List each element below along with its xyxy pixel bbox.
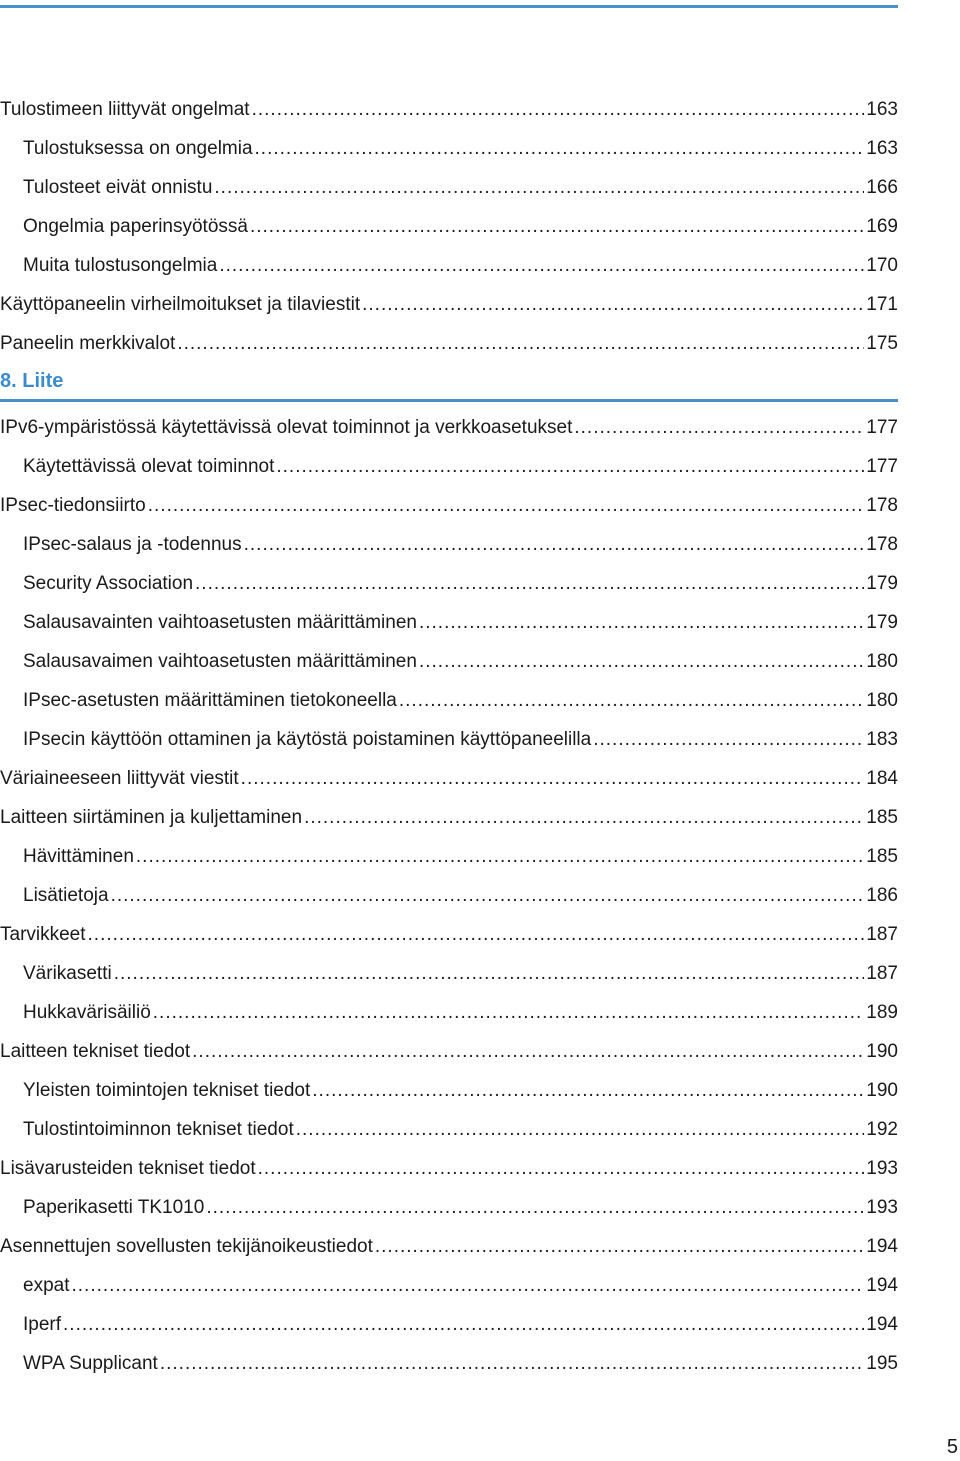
dot-leader <box>296 1110 865 1149</box>
toc-entry[interactable] <box>0 1032 898 1071</box>
dot-leader <box>399 681 864 720</box>
toc-entry[interactable] <box>0 1227 898 1266</box>
toc-entry[interactable] <box>0 954 898 993</box>
toc-entry-page-number: 163 <box>866 138 898 159</box>
toc-entry-page-number: 190 <box>866 1041 898 1062</box>
chapter-rule <box>0 399 898 402</box>
toc-entry-label: Käytettävissä olevat toiminnot <box>23 456 275 477</box>
toc-entry-label: Laitteen siirtäminen ja kuljettaminen <box>0 807 303 828</box>
toc-entry-label: IPsec-salaus ja -todennus <box>23 534 242 555</box>
toc-entry-label: WPA Supplicant <box>23 1353 158 1374</box>
toc-entry[interactable] <box>0 1305 898 1344</box>
toc-entry-page-number: 195 <box>866 1353 898 1374</box>
toc-entry-page-number: 180 <box>866 690 898 711</box>
chapter-heading[interactable]: 8. Liite <box>0 370 64 392</box>
toc-entry-page-number: 194 <box>866 1275 898 1296</box>
toc-entry-page-number: 179 <box>866 573 898 594</box>
dot-leader <box>255 129 865 168</box>
toc-entry-label: IPsec-tiedonsiirto <box>0 495 146 516</box>
toc-entry-label: Tulostimeen liittyvät ongelmat <box>0 99 250 120</box>
toc-entry-label: expat <box>23 1275 70 1296</box>
toc-entry[interactable] <box>0 603 898 642</box>
toc-entry-page-number: 166 <box>866 177 898 198</box>
toc-entry-label: Lisävarusteiden tekniset tiedot <box>0 1158 256 1179</box>
toc-entry-label: Hukkavärisäiliö <box>23 1002 151 1023</box>
dot-leader <box>258 1149 865 1188</box>
toc-entry-page-number: 178 <box>866 534 898 555</box>
toc-entry[interactable] <box>0 525 898 564</box>
dot-leader <box>177 324 864 363</box>
toc-entry-page-number: 178 <box>866 495 898 516</box>
toc-entry-page-number: 163 <box>866 99 898 120</box>
dot-leader <box>160 1344 864 1383</box>
dot-leader <box>419 642 864 681</box>
dot-leader <box>153 993 865 1032</box>
dot-leader <box>63 1305 864 1344</box>
toc-entry[interactable] <box>0 876 898 915</box>
toc-entry-label: Värikasetti <box>23 963 112 984</box>
toc-entry-page-number: 175 <box>866 333 898 354</box>
toc-entry-label: Laitteen tekniset tiedot <box>0 1041 191 1062</box>
toc-entry[interactable] <box>0 1344 898 1383</box>
toc-entry-page-number: 183 <box>866 729 898 750</box>
dot-leader <box>375 1227 864 1266</box>
table-of-contents <box>0 90 898 1383</box>
toc-entry-page-number: 194 <box>866 1314 898 1335</box>
toc-entry[interactable] <box>0 1110 898 1149</box>
dot-leader <box>593 720 864 759</box>
header-rule <box>0 5 898 8</box>
toc-entry[interactable] <box>0 1266 898 1305</box>
toc-entry[interactable] <box>0 1188 898 1227</box>
dot-leader <box>114 954 865 993</box>
toc-entry[interactable] <box>0 129 898 168</box>
toc-entry-label: Tulostintoiminnon tekniset tiedot <box>23 1119 294 1140</box>
toc-entry-label: IPv6-ympäristössä käytettävissä olevat toiminnot ja verkkoasetukset <box>0 417 573 438</box>
toc-entry[interactable] <box>0 915 898 954</box>
toc-entry-page-number: 180 <box>866 651 898 672</box>
toc-entry-label: Muita tulostusongelmia <box>23 255 218 276</box>
dot-leader <box>111 876 865 915</box>
toc-entry-label: Tarvikkeet <box>0 924 86 945</box>
toc-entry-page-number: 184 <box>866 768 898 789</box>
dot-leader <box>148 486 865 525</box>
dot-leader <box>304 798 864 837</box>
toc-entry-label: Security Association <box>23 573 194 594</box>
dot-leader <box>276 447 864 486</box>
toc-entry[interactable] <box>0 759 898 798</box>
toc-section-before <box>0 90 898 363</box>
dot-leader <box>71 1266 864 1305</box>
toc-entry[interactable] <box>0 207 898 246</box>
toc-entry-page-number: 187 <box>866 963 898 984</box>
toc-section-after <box>0 408 898 1383</box>
toc-entry[interactable] <box>0 168 898 207</box>
dot-leader <box>192 1032 864 1071</box>
toc-entry[interactable] <box>0 837 898 876</box>
dot-leader <box>250 207 864 246</box>
dot-leader <box>362 285 864 324</box>
toc-entry[interactable] <box>0 642 898 681</box>
toc-entry-label: Lisätietoja <box>23 885 109 906</box>
toc-entry[interactable] <box>0 285 898 324</box>
toc-entry-page-number: 179 <box>866 612 898 633</box>
toc-entry-label: Yleisten toimintojen tekniset tiedot <box>23 1080 311 1101</box>
toc-entry-label: Käyttöpaneelin virheilmoitukset ja tilaviestit <box>0 294 361 315</box>
dot-leader <box>419 603 864 642</box>
toc-entry-page-number: 171 <box>866 294 898 315</box>
toc-entry-page-number: 192 <box>866 1119 898 1140</box>
dot-leader <box>312 1071 864 1110</box>
toc-entry-page-number: 185 <box>866 846 898 867</box>
toc-entry[interactable] <box>0 564 898 603</box>
toc-entry-page-number: 194 <box>866 1236 898 1257</box>
toc-entry-label: IPsec-asetusten määrittäminen tietokoneella <box>23 690 397 711</box>
toc-entry-label: Tulosteet eivät onnistu <box>23 177 213 198</box>
dot-leader <box>214 168 864 207</box>
toc-entry[interactable] <box>0 90 898 129</box>
toc-entry[interactable] <box>0 246 898 285</box>
toc-entry-page-number: 187 <box>866 924 898 945</box>
toc-entry[interactable] <box>0 408 898 447</box>
dot-leader <box>206 1188 864 1227</box>
toc-entry[interactable] <box>0 447 898 486</box>
toc-entry[interactable] <box>0 798 898 837</box>
toc-entry-page-number: 189 <box>866 1002 898 1023</box>
toc-entry[interactable] <box>0 993 898 1032</box>
toc-entry-label: Ongelmia paperinsyötössä <box>23 216 248 237</box>
toc-entry[interactable] <box>0 324 898 363</box>
dot-leader <box>574 408 864 447</box>
page-number: 5 <box>946 1436 958 1458</box>
dot-leader <box>252 90 865 129</box>
toc-entry-page-number: 193 <box>866 1158 898 1179</box>
toc-entry-label: Salausavaimen vaihtoasetusten määrittäminen <box>23 651 417 672</box>
toc-entry-label: Väriaineeseen liittyvät viestit <box>0 768 239 789</box>
toc-entry-label: IPsecin käyttöön ottaminen ja käytöstä poistaminen käyttöpaneelilla <box>23 729 592 750</box>
toc-entry[interactable] <box>0 1149 898 1188</box>
toc-entry-label: Iperf <box>23 1314 62 1335</box>
toc-entry[interactable] <box>0 486 898 525</box>
toc-entry-label: Hävittäminen <box>23 846 134 867</box>
toc-entry[interactable] <box>0 720 898 759</box>
toc-entry-label: Asennettujen sovellusten tekijänoikeustiedot <box>0 1236 373 1257</box>
toc-entry-page-number: 170 <box>866 255 898 276</box>
toc-entry[interactable] <box>0 1071 898 1110</box>
toc-entry-page-number: 193 <box>866 1197 898 1218</box>
dot-leader <box>219 246 864 285</box>
dot-leader <box>241 759 865 798</box>
toc-entry-label: Tulostuksessa on ongelmia <box>23 138 253 159</box>
toc-entry-page-number: 185 <box>866 807 898 828</box>
dot-leader <box>136 837 864 876</box>
toc-entry[interactable] <box>0 681 898 720</box>
toc-entry-page-number: 177 <box>866 417 898 438</box>
dot-leader <box>195 564 864 603</box>
dot-leader <box>88 915 865 954</box>
toc-entry-page-number: 169 <box>866 216 898 237</box>
toc-entry-page-number: 190 <box>866 1080 898 1101</box>
dot-leader <box>244 525 865 564</box>
toc-entry-page-number: 186 <box>866 885 898 906</box>
toc-entry-page-number: 177 <box>866 456 898 477</box>
toc-entry-label: Paneelin merkkivalot <box>0 333 176 354</box>
toc-entry-label: Paperikasetti TK1010 <box>23 1197 205 1218</box>
toc-entry-label: Salausavainten vaihtoasetusten määrittäminen <box>23 612 417 633</box>
